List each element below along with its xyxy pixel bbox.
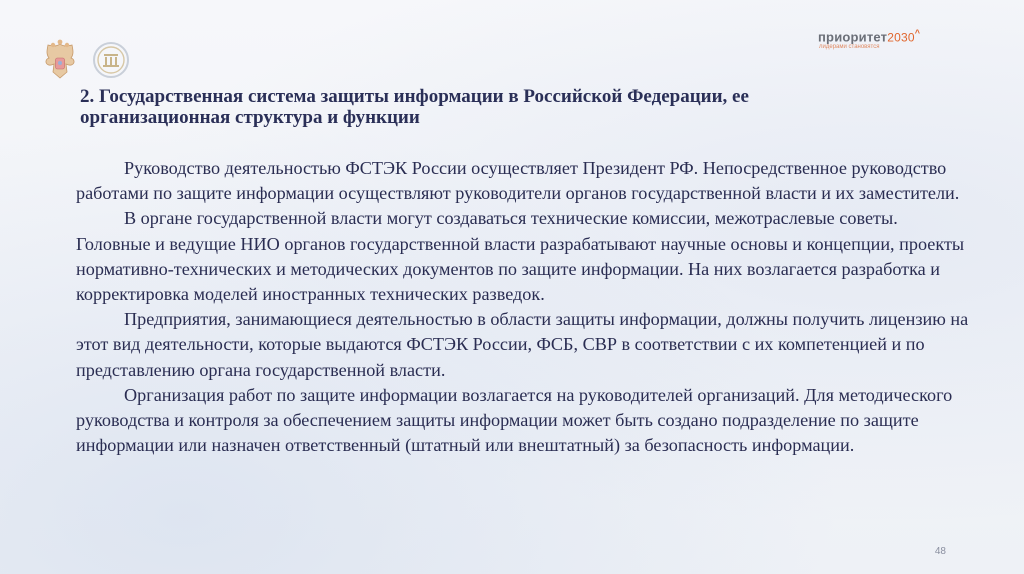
brand-name [818, 28, 988, 44]
paragraph-licensing: Предприятия, занимающиеся деятельностью в области защиты информации, должны получить лицензию на этот вид деятельности, которые выдаются ФСТЭК России, ФСБ, СВР в соответствии с их компетенцией и по представлению органа государственной власти. [76, 309, 969, 380]
slide-body [76, 156, 976, 458]
paragraph-leadership: Руководство деятельностью ФСТЭК России осуществляет Президент РФ. Непосредственное руководство работами по защите информации осуществляют руководители органов государственной власти и их заместители. [76, 158, 960, 204]
page-number: 48 [934, 546, 946, 557]
brand-caret-icon: ^ [914, 28, 921, 38]
priority-2030-logo [818, 28, 988, 64]
brand-word: приоритет [818, 29, 888, 45]
title-line-1: 2. Государственная система защиты информации в Российской Федерации, ее [80, 86, 749, 107]
title-line-2: организационная структура и функции [80, 107, 420, 128]
brand-year: 2030 [887, 30, 915, 45]
paragraph-organization: Организация работ по защите информации возлагается на руководителей организаций. Для методического руководства и контроля за обеспечением защиты информации может быть создано подразделение по защите информации или назначен ответственный (штатный или внештатный) за безопасность информации. [76, 384, 953, 456]
brand-tagline: лидерами становятся [819, 44, 880, 51]
paragraph-commissions: В органе государственной власти могут создаваться технические комиссии, межотраслевые советы. Головные и ведущие НИО органов государственной власти разрабатывают научные основы и концепции, проекты нормативно-технических и методических документов по защите информации. На них возлагается разработка и корректировка моделей иностранных технических разведок. [76, 208, 965, 305]
header-logos [38, 38, 130, 82]
slide-title [80, 86, 880, 128]
coat-of-arms-icon [38, 38, 82, 82]
institution-seal-icon [92, 41, 130, 79]
